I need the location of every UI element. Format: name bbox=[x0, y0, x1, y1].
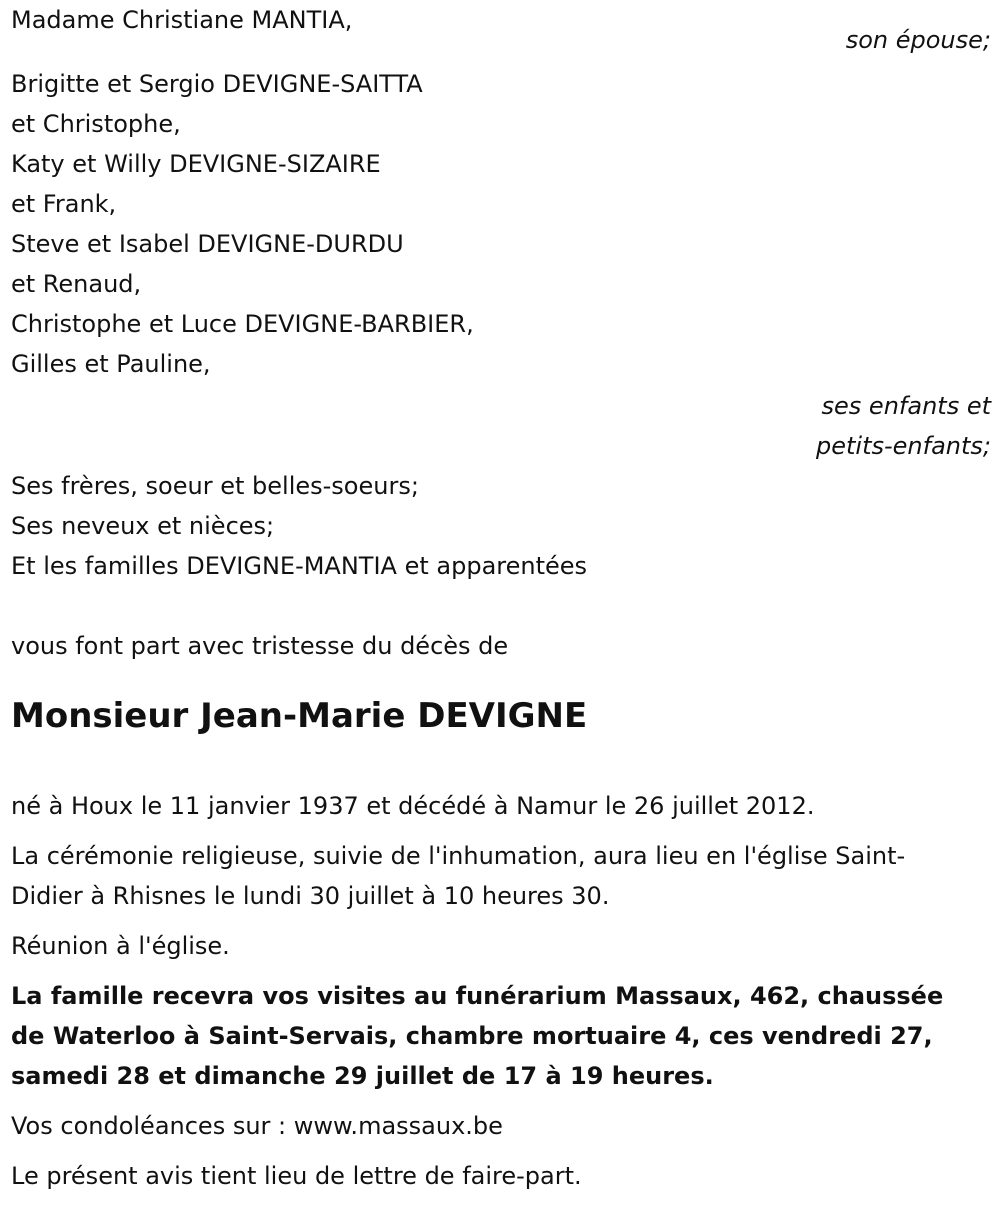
list-item: Ses neveux et nièces; bbox=[11, 512, 275, 540]
meeting-text: Réunion à l'église. bbox=[11, 932, 230, 960]
visits-line-1: La famille recevra vos visites au funérarium Massaux, 462, chaussée bbox=[11, 982, 944, 1010]
list-item: Katy et Willy DEVIGNE-SIZAIRE bbox=[11, 150, 381, 178]
list-item: Steve et Isabel DEVIGNE-DURDU bbox=[11, 230, 404, 258]
children-role-line-1: ses enfants et bbox=[821, 392, 991, 420]
list-item: et Christophe, bbox=[11, 110, 181, 138]
list-item: Brigitte et Sergio DEVIGNE-SAITTA bbox=[11, 70, 423, 98]
deceased-name: Monsieur Jean-Marie DEVIGNE bbox=[11, 696, 588, 736]
relatives-list bbox=[11, 466, 991, 586]
list-item: Gilles et Pauline, bbox=[11, 350, 211, 378]
birth-death-text: né à Houx le 11 janvier 1937 et décédé à Namur le 26 juillet 2012. bbox=[11, 792, 815, 820]
obituary-notice bbox=[11, 0, 991, 1206]
list-item: Ses frères, soeur et belles-soeurs; bbox=[11, 472, 419, 500]
ceremony-text bbox=[11, 836, 991, 916]
children-role-line-2: petits-enfants; bbox=[816, 432, 991, 460]
children-list bbox=[11, 64, 991, 384]
ceremony-line-1: La cérémonie religieuse, suivie de l'inhumation, aura lieu en l'église Saint- bbox=[11, 842, 906, 870]
spouse-role: son épouse; bbox=[845, 26, 991, 54]
list-item: Et les familles DEVIGNE-MANTIA et apparentées bbox=[11, 552, 588, 580]
visits-text bbox=[11, 976, 991, 1096]
closing-text: Le présent avis tient lieu de lettre de faire-part. bbox=[11, 1162, 582, 1190]
announcement-text: vous font part avec tristesse du décès de bbox=[11, 632, 509, 660]
list-item: Christophe et Luce DEVIGNE-BARBIER, bbox=[11, 310, 474, 338]
visits-line-3: samedi 28 et dimanche 29 juillet de 17 à 19 heures. bbox=[11, 1062, 714, 1090]
visits-line-2: de Waterloo à Saint-Servais, chambre mortuaire 4, ces vendredi 27, bbox=[11, 1022, 933, 1050]
list-item: et Frank, bbox=[11, 190, 117, 218]
list-item: et Renaud, bbox=[11, 270, 142, 298]
spouse-name: Madame Christiane MANTIA, bbox=[11, 6, 353, 34]
ceremony-line-2: Didier à Rhisnes le lundi 30 juillet à 10 heures 30. bbox=[11, 882, 610, 910]
condolences-text: Vos condoléances sur : www.massaux.be bbox=[11, 1112, 503, 1140]
